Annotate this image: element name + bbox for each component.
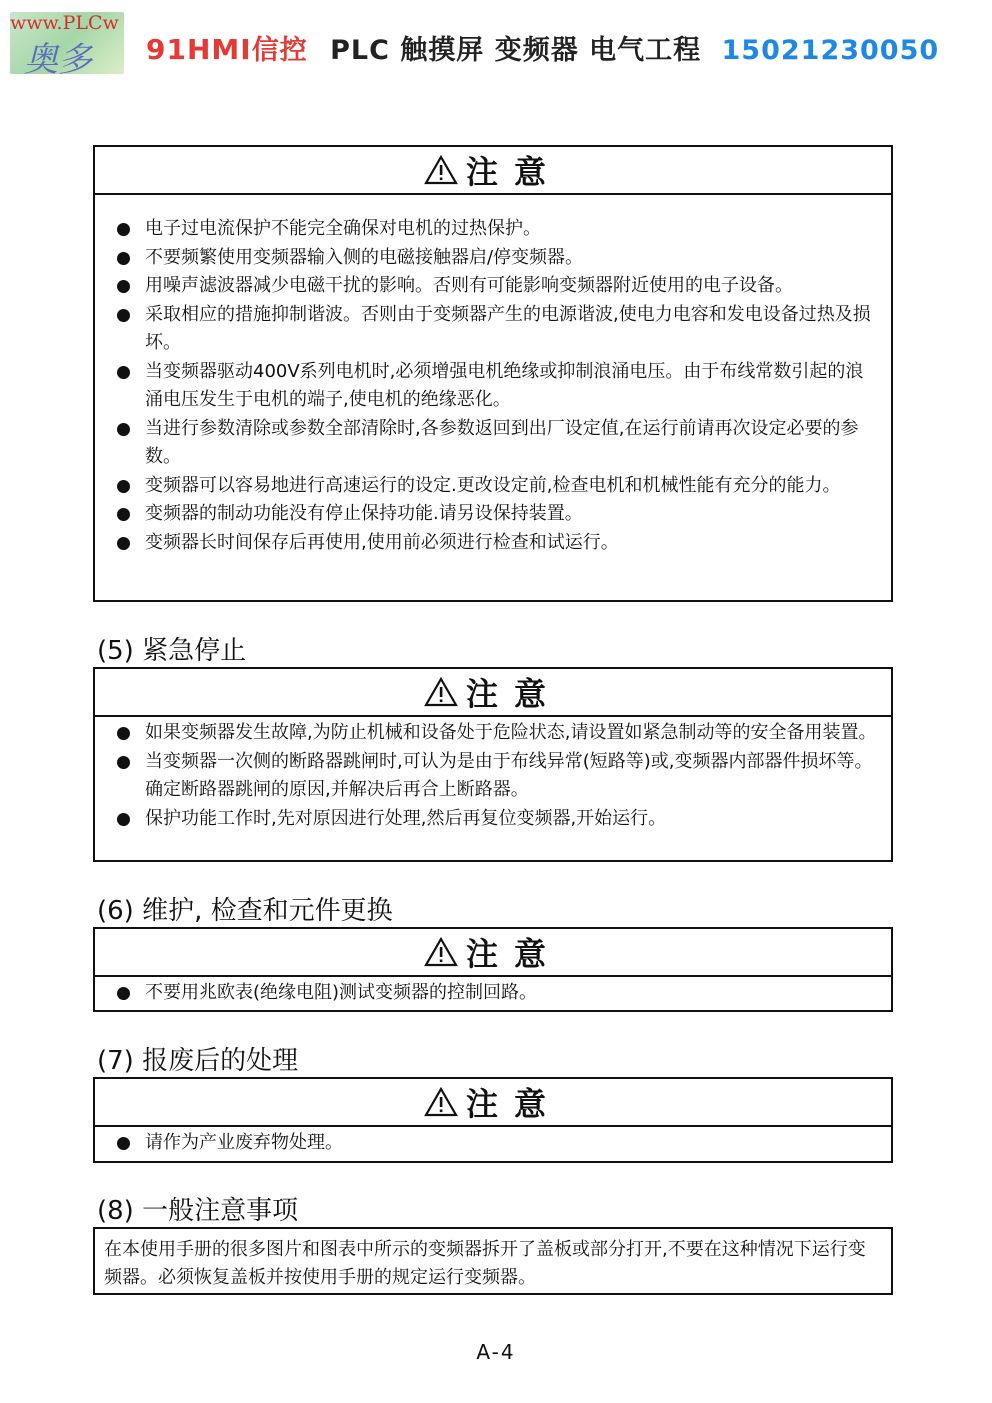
list-item: 保护功能工作时,先对原因进行处理,然后再复位变频器,开始运行。 (109, 805, 877, 834)
caution-title: 注意 (465, 1085, 562, 1123)
logo-mark-text: 奥多 (24, 40, 92, 74)
caution-title: 注意 (465, 675, 562, 713)
caution-title: 注意 (465, 153, 562, 191)
header-banner (146, 28, 939, 67)
caution-header (95, 669, 891, 717)
caution-list (95, 1127, 891, 1164)
list-item: 如果变频器发生故障,为防止机械和设备处于危险状态,请设置如紧急制动等的安全备用装置。 (109, 719, 877, 748)
caution-list (95, 717, 891, 839)
general-notes-box (93, 1227, 893, 1295)
logo-site-text: www.PLCw (10, 12, 119, 34)
page-header (0, 0, 992, 80)
caution-box-maintenance (93, 927, 893, 1012)
list-item: 当变频器一次侧的断路器跳闸时,可认为是由于布线异常(短路等)或,变频器内部器件损坏等。确定断路器跳闸的原因,并解决后再合上断路器。 (109, 748, 877, 805)
page-number: A-4 (476, 1340, 516, 1364)
caution-box-emergency-stop (93, 667, 893, 862)
caution-list (95, 977, 891, 1014)
warning-triangle-icon (424, 677, 458, 707)
list-item: 不要频繁使用变频器输入侧的电磁接触器启/停变频器。 (109, 244, 877, 273)
list-item: 请作为产业废弃物处理。 (109, 1129, 877, 1158)
section-title-maintenance: (6) 维护, 检查和元件更换 (97, 896, 393, 926)
warning-triangle-icon (424, 1087, 458, 1117)
list-item: 变频器可以容易地进行高速运行的设定.更改设定前,检查电机和机械性能有充分的能力。 (109, 472, 877, 501)
caution-header (95, 1079, 891, 1127)
header-tagline: PLC 触摸屏 变频器 电气工程 (330, 35, 702, 66)
list-item: 当进行参数清除或参数全部清除时,各参数返回到出厂设定值,在运行前请再次设定必要的参数。 (109, 415, 877, 472)
list-item: 用噪声滤波器减少电磁干扰的影响。否则有可能影响变频器附近使用的电子设备。 (109, 272, 877, 301)
site-logo[interactable] (10, 12, 124, 74)
list-item: 变频器的制动功能没有停止保持功能.请另设保持装置。 (109, 500, 877, 529)
brand-sub: 信控 (251, 35, 308, 66)
caution-box-general (93, 145, 893, 602)
section-title-general-notes: (8) 一般注意事项 (97, 1196, 299, 1226)
warning-triangle-icon (424, 155, 458, 185)
general-notes-text: 在本使用手册的很多图片和图表中所示的变频器拆开了盖板或部分打开,不要在这种情况下运行变频器。必须恢复盖板并按使用手册的规定运行变频器。 (104, 1239, 866, 1288)
section-title-emergency-stop: (5) 紧急停止 (97, 636, 247, 666)
list-item: 不要用兆欧表(绝缘电阻)测试变频器的控制回路。 (109, 979, 877, 1008)
list-item: 当变频器驱动400V系列电机时,必须增强电机绝缘或抑制浪涌电压。由于布线常数引起的浪涌电压发生于电机的端子,使电机的绝缘恶化。 (109, 358, 877, 415)
caution-list (95, 195, 891, 563)
caution-header (95, 147, 891, 195)
caution-title: 注意 (465, 935, 562, 973)
list-item: 电子过电流保护不能完全确保对电机的过热保护。 (109, 215, 877, 244)
section-title-disposal: (7) 报废后的处理 (97, 1046, 299, 1076)
caution-box-disposal (93, 1077, 893, 1163)
header-phone: 15021230050 (721, 35, 940, 66)
warning-triangle-icon (424, 937, 458, 967)
caution-header (95, 929, 891, 977)
list-item: 采取相应的措施抑制谐波。否则由于变频器产生的电源谐波,使电力电容和发电设备过热及损坏。 (109, 301, 877, 358)
brand-name: 91HMI (146, 33, 252, 66)
list-item: 变频器长时间保存后再使用,使用前必须进行检查和试运行。 (109, 529, 877, 558)
